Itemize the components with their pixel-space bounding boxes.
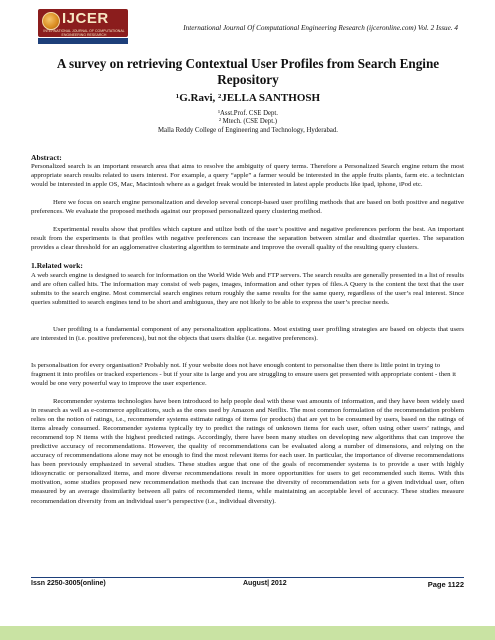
affiliation-2: ² Mtech. (CSE Dept.) — [218, 118, 278, 125]
affiliation-1: ¹Asst.Prof. CSE Dept. — [217, 110, 278, 117]
logo-text: IJCER — [62, 10, 109, 27]
globe-icon — [42, 12, 60, 30]
paper-authors: ¹G.Ravi, ²JELLA SANTHOSH — [175, 92, 321, 104]
journal-logo — [38, 9, 128, 45]
bottom-band — [0, 626, 495, 640]
section-heading-related-work: 1.Related work: — [31, 261, 83, 270]
logo-strip — [38, 38, 128, 44]
abstract-paragraph-1: Personalized search is an important research area that aims to resolve the ambiguity of query terms. Therefore a Personalized Search engine return the most appropriate search results related to users interest. For example, a query “apple” a farmer would be interested in the apple fruits plants, farm etc. a technician would be interested in apple OS, Mac, Macintosh where as a gadget freak would be interested in latest apple products like ipad, iphone, iPod etc. — [31, 163, 464, 189]
paper-title: A survey on retrieving Contextual User Profiles from Search Engine Repository — [56, 56, 440, 87]
logo-badge — [38, 9, 128, 37]
footer-issn: Issn 2250-3005(online) — [31, 580, 106, 587]
related-work-paragraph-3: Is personalisation for every organisation? Probably not. If your website does not have enough content to personalise then there is little point in trying to fragment it into profiles or tracked experiences - but if your site is large and you are struggling to ensure users get presented with appropriate content - then it would be one very powerful way to improve the user experience. — [31, 362, 456, 388]
footer-page-number: Page 1122 — [427, 580, 464, 589]
journal-header: International Journal Of Computational Engineering Research (ijceronline.com) Vol. 2 Issue. 4 — [183, 24, 458, 32]
related-work-paragraph-1: A web search engine is designed to search for information on the World Wide Web and FTP servers. The search results are generally presented in a list of results and are often called hits. The information may consist of web pages, images, information and other types of files.A Query is the content the text that the user submits to the search engine. Most commercial search engines return roughly the same results for the same query, regardless of the user’s real interest. Since queries submitted to search engines tend to be short and ambiguous, they are not likely to be able to express the user’s precise needs. — [31, 272, 464, 307]
affiliation-institution: Malla Reddy College of Engineering and Technology, Hyderabad. — [158, 127, 338, 134]
related-work-paragraph-4: Recommender systems technologies have been introduced to help people deal with these vast amounts of information, and they have been widely used in research as well as e-commerce applications, such as the ones used by Amazon and Netflix. The most common formulation of the recommendation problem relies on the notion of ratings, i.e., recommender systems estimate ratings of items (or products) that are yet to be consumed by users, based on the ratings of items already consumed. Recommender systems typically try to predict the ratings of unknown items for each user, often using other users’ ratings, and recommend top N items with the highest predicted ratings. Accordingly, there have been many studies on developing new algorithms that can improve the predictive accuracy of recommendations. However, the quality of recommendations can be evaluated along a number of dimensions, and relying on the accuracy of recommendations alone may not be enough to find the most relevant items for each user. In particular, the importance of diverse recommendations has been previously emphasized in several studies. These studies argue that one of the goals of recommender systems is to provide a user with highly idiosyncratic or personalized items, and more diverse recommendations result in more opportunities for users to get recommended such items. With this motivation, some studies proposed new recommendation methods that can increase the diversity of recommendation sets for a given individual user, often measured by an average dissimilarity between all pairs of recommended items, while maintaining an acceptable level of accuracy. These studies measure recommendation diversity from an individual user’s perspective (i.e., individual diversity). — [31, 398, 464, 505]
footer-date: August| 2012 — [243, 580, 287, 587]
page-footer — [31, 577, 464, 591]
abstract-heading: Abstract: — [31, 153, 62, 162]
abstract-paragraph-3: Experimental results show that profiles which capture and utilize both of the user’s positive and negative preferences perform the best. An important result from the experiments is that profiles with negative preferences can increase the separation between similar and dissimilar queries. The separation provides a clear threshold for an agglomerative clustering algorithm to terminate and improve the overall quality of the resulting query clusters. — [31, 226, 464, 252]
abstract-paragraph-2: Here we focus on search engine personalization and develop several concept-based user profiling methods that are based on both positive and negative preferences. We evaluate the proposed methods against our proposed personalized query clustering method. — [31, 199, 464, 216]
related-work-paragraph-2: User profiling is a fundamental component of any personalization applications. Most existing user profiling strategies are based on objects that users are interested in (i.e. positive preferences), but not the objects that users dislike (i.e. negative preferences). — [31, 326, 464, 343]
logo-subtext: INTERNATIONAL JOURNAL OF COMPUTATIONAL ENGINEERING RESEARCH — [43, 29, 125, 37]
